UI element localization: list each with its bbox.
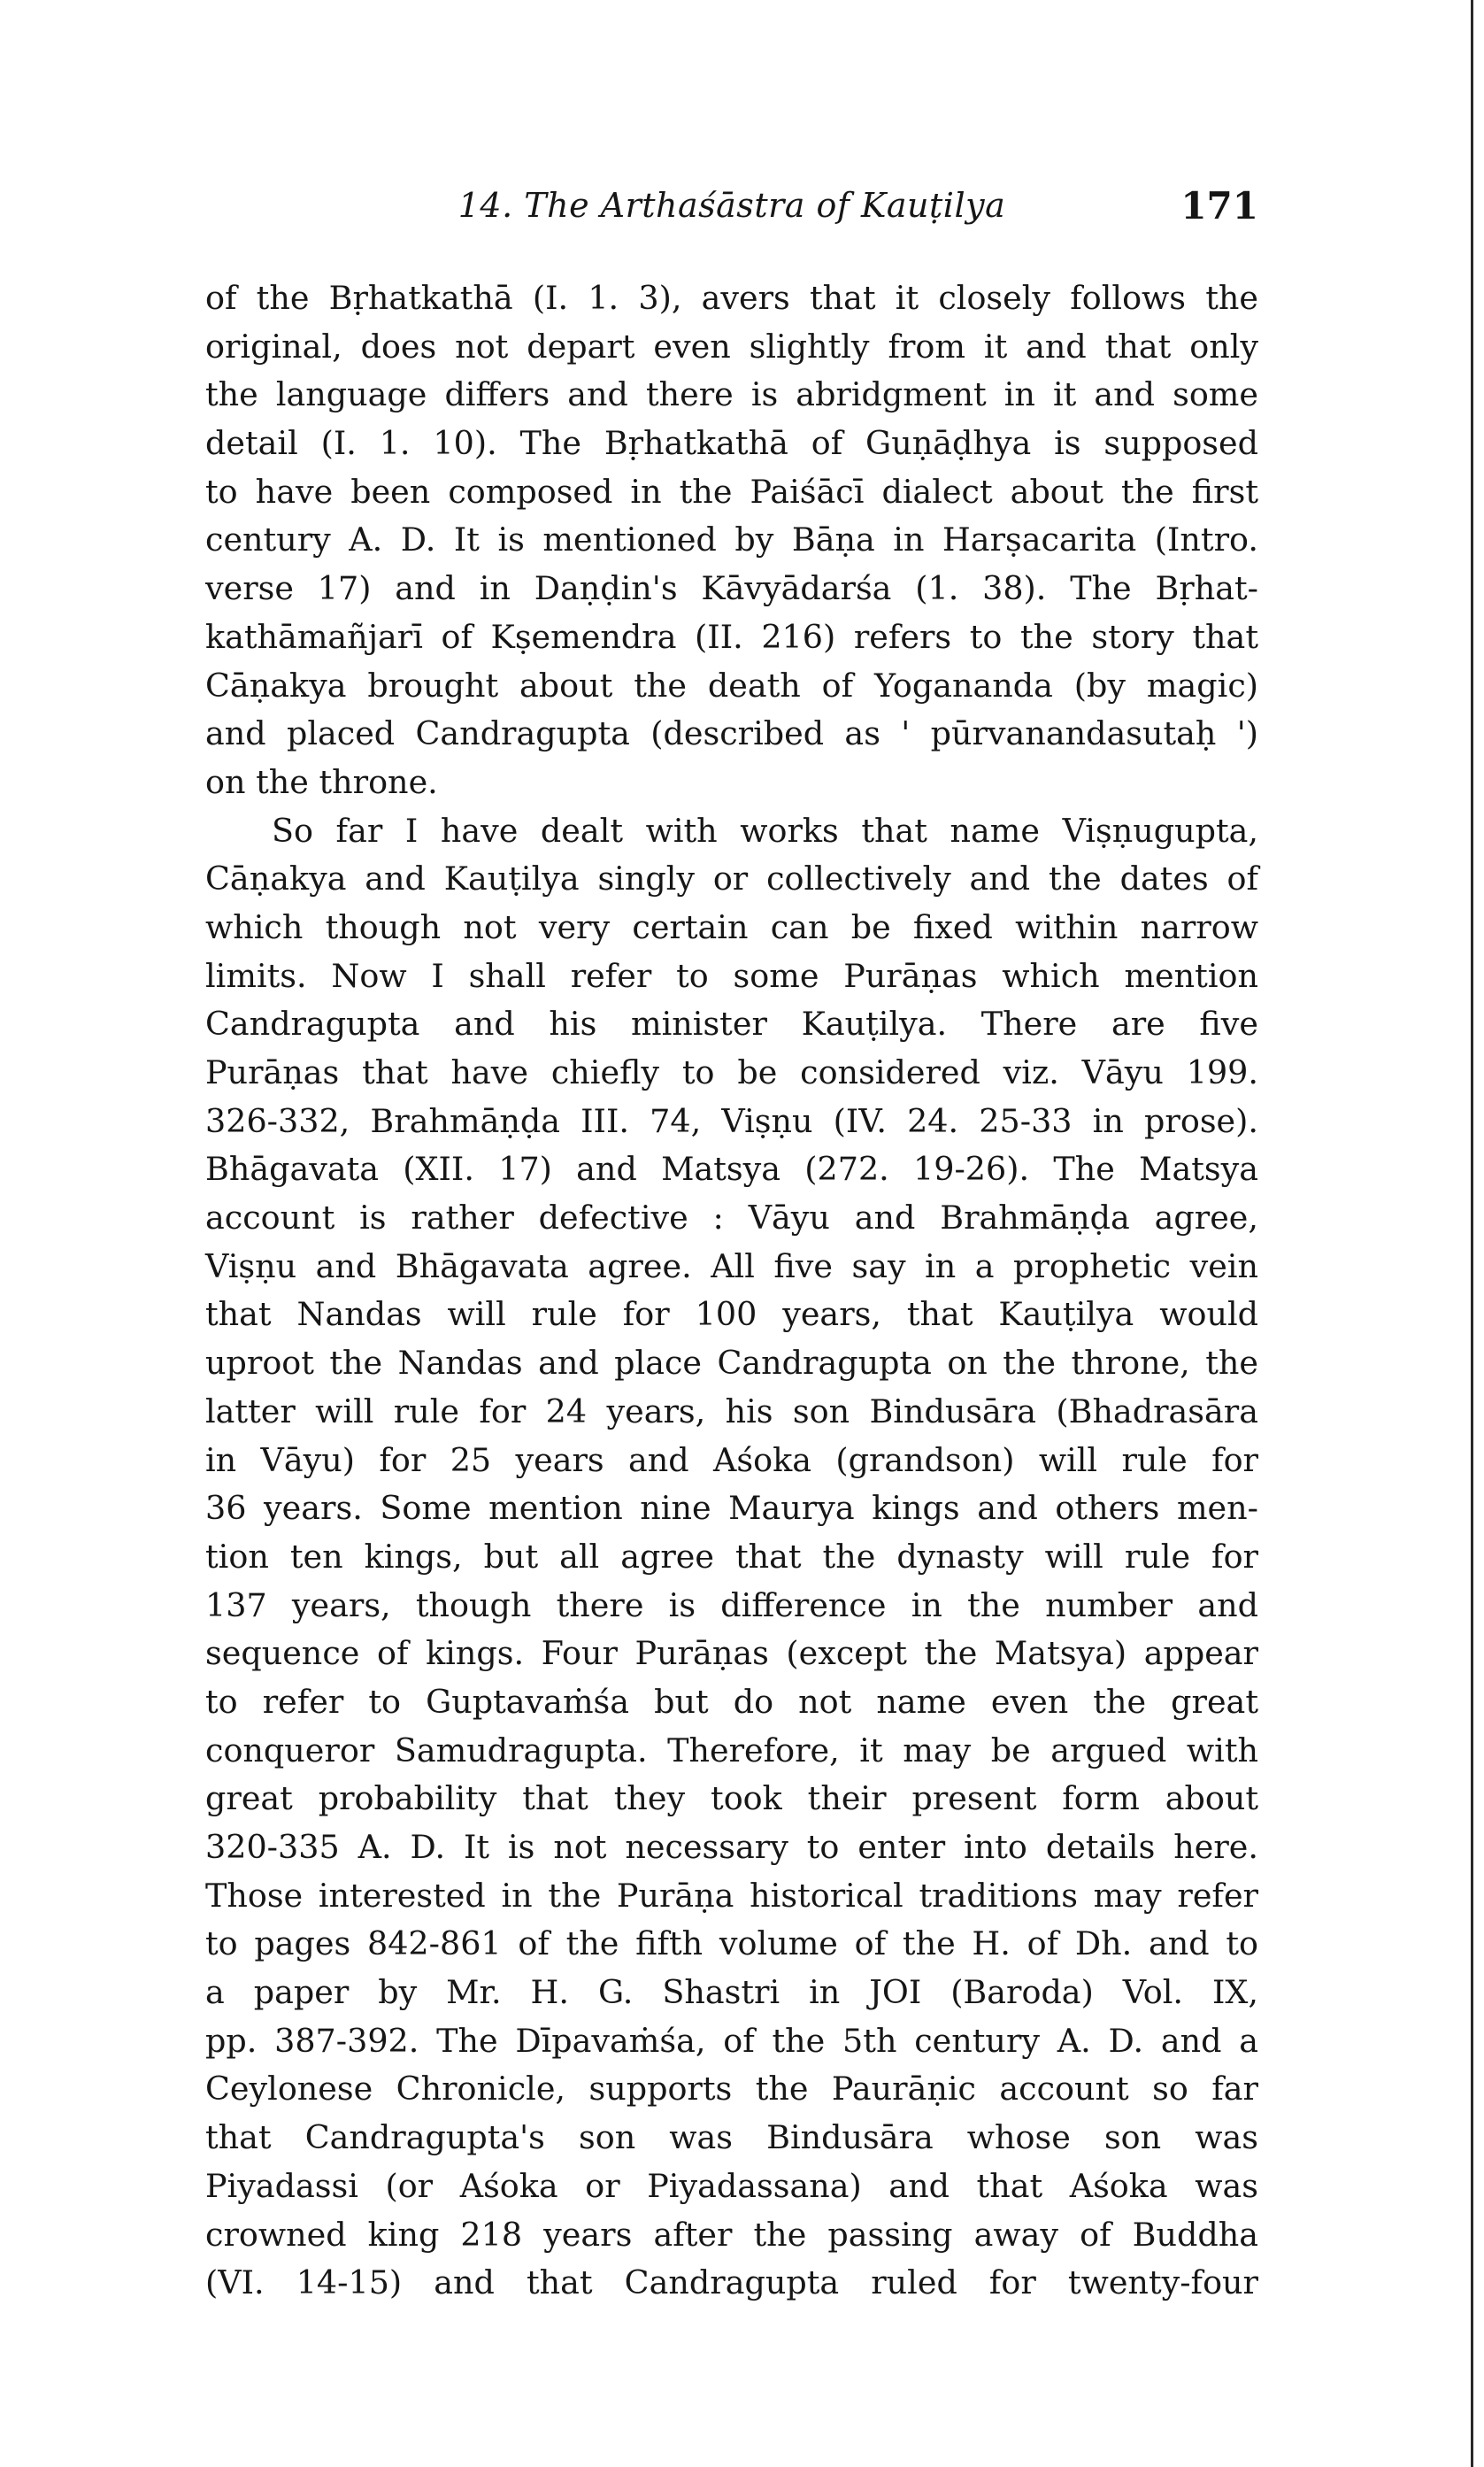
text-line: which though not very certain can be fixed within narrow	[205, 907, 1258, 946]
text-line: Piyadassi (or Aśoka or Piyadassana) and that Aśoka was	[205, 2166, 1258, 2205]
text-line: limits. Now I shall refer to some Purāṇas which mention	[205, 956, 1258, 995]
text-line: Candragupta and his minister Kauṭilya. There are five	[205, 1005, 1258, 1044]
paragraph-1	[205, 274, 1258, 807]
text-line: of the Bṛhatkathā (I. 1. 3), avers that it closely follows the	[205, 279, 1258, 317]
text-line: (VI. 14-15) and that Candragupta ruled for twenty-four	[205, 2263, 1258, 2302]
text-line: to refer to Guptavaṁśa but do not name even the great	[205, 1682, 1258, 1721]
text-line: uproot the Nandas and place Candragupta on the throne, the	[205, 1344, 1258, 1383]
text-line: account is rather defective : Vāyu and Brahmāṇḍa agree,	[205, 1199, 1258, 1237]
text-line: latter will rule for 24 years, his son Bindusāra (Bhadrasāra	[205, 1392, 1258, 1430]
text-line: kathāmañjarī of Kṣemendra (II. 216) refers to the story that	[205, 617, 1258, 656]
text-line: 320-335 A. D. It is not necessary to enter into details here.	[205, 1828, 1258, 1866]
text-line: sequence of kings. Four Purāṇas (except the Matsya) appear	[205, 1634, 1258, 1673]
text-line: a paper by Mr. H. G. Shastri in JOI (Baroda) Vol. IX,	[205, 1973, 1258, 2012]
text-line: and placed Candragupta (described as ' pūrvanandasutaḥ ')	[205, 714, 1258, 753]
text-line: Bhāgavata (XII. 17) and Matsya (272. 19-26). The Matsya	[205, 1150, 1258, 1189]
text-line: that Candragupta's son was Bindusāra whose son was	[205, 2118, 1258, 2157]
text-line: tion ten kings, but all agree that the dynasty will rule for	[205, 1537, 1258, 1576]
text-line: that Nandas will rule for 100 years, that Kauṭilya would	[205, 1295, 1258, 1334]
text-line: Ceylonese Chronicle, supports the Paurāṇic account so far	[205, 2070, 1258, 2109]
text-line: pp. 387-392. The Dīpavaṁśa, of the 5th century A. D. and a	[205, 2021, 1258, 2060]
text-line: Cāṇakya brought about the death of Yogananda (by magic)	[205, 666, 1258, 705]
text-line: the language differs and there is abridgment in it and some	[205, 375, 1258, 414]
text-line: Viṣṇu and Bhāgavata agree. All five say in a prophetic vein	[205, 1246, 1258, 1285]
text-line: original, does not depart even slightly from it and that only	[205, 327, 1258, 366]
text-line: Purāṇas that have chiefly to be considered viz. Vāyu 199.	[205, 1053, 1258, 1091]
text-line: Cāṇakya and Kauṭilya singly or collectively and the dates of	[205, 860, 1258, 898]
body-text	[205, 274, 1258, 2308]
text-line: detail (I. 1. 10). The Bṛhatkathā of Guṇāḍhya is supposed	[205, 424, 1258, 463]
text-line: century A. D. It is mentioned by Bāṇa in Harṣacarita (Intro.	[205, 520, 1258, 559]
text-line: to have been composed in the Paiśācī dialect about the first	[205, 472, 1258, 511]
page-number: 171	[1180, 184, 1258, 227]
running-title: 14. The Arthaśāstra of Kauṭilya	[458, 186, 1006, 225]
text-line: great probability that they took their present form about	[205, 1779, 1258, 1818]
text-line: 36 years. Some mention nine Maurya kings and others men-	[205, 1489, 1258, 1528]
text-line: conqueror Samudragupta. Therefore, it may be argued with	[205, 1731, 1258, 1769]
text-line: 137 years, though there is difference in the number and	[205, 1585, 1258, 1624]
paragraph-2	[205, 807, 1258, 2308]
text-line: to pages 842-861 of the fifth volume of the H. of Dh. and to	[205, 1924, 1258, 1963]
text-line: in Vāyu) for 25 years and Aśoka (grandson) will rule for	[205, 1440, 1258, 1479]
text-line: So far I have dealt with works that name Viṣṇugupta,	[272, 811, 1258, 850]
text-line: 326-332, Brahmāṇḍa III. 74, Viṣṇu (IV. 24. 25-33 in prose).	[205, 1101, 1258, 1140]
page-header	[205, 186, 1258, 239]
text-line: on the throne.	[205, 762, 438, 801]
text-line: crowned king 218 years after the passing away of Buddha	[205, 2215, 1258, 2254]
text-line: Those interested in the Purāṇa historical traditions may refer	[205, 1876, 1258, 1915]
text-line: verse 17) and in Daṇḍin's Kāvyādarśa (1. 38). The Bṛhat-	[205, 569, 1258, 608]
page-edge-line	[1471, 0, 1473, 2467]
